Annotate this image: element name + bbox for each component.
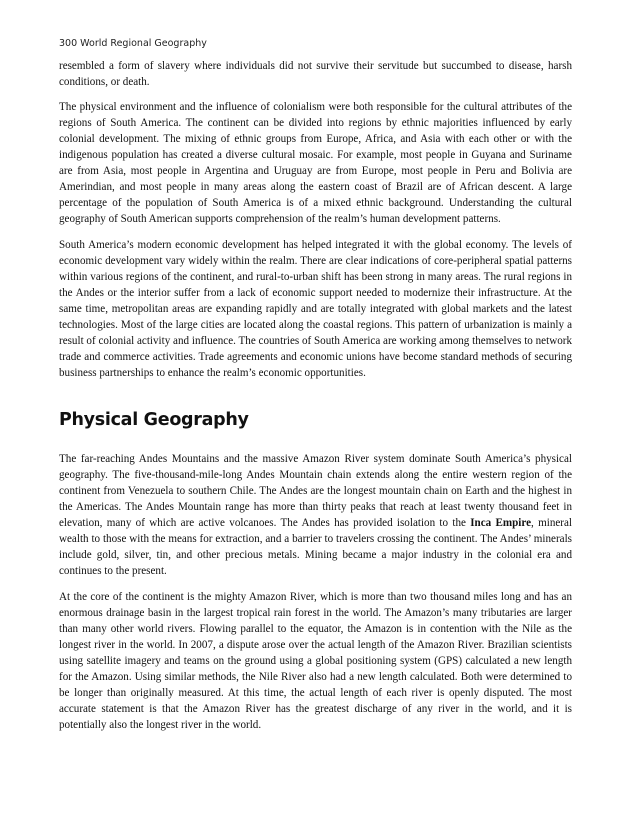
book-title: World Regional Geography [80,38,207,49]
running-header [59,38,207,49]
paragraph-amazon: At the core of the continent is the mighty Amazon River, which is more than two thousand miles long and has an enormous drainage basin in the largest tropical rain forest in the world. The Amazon’s many tributaries are larger than many other world rivers. Flowing parallel to the equator, the Amazon is in contention with the Nile as the longest river in the world. In 2007, a dispute arose over the actual length of the Amazon River. Brazilian scientists using satellite imagery and teams on the ground using a global positioning system (GPS) calculated a new length for the Amazon. Using similar methods, the Nile River also had a new length calculated. Both were determined to be longer than originally measured. At this time, the actual length of each river is openly disputed. The most accurate statement is that the Amazon River has the greatest discharge of any river in the world, and it is potentially also the longest river in the world. [59,591,572,732]
page-number: 300 [59,38,78,49]
paragraph-cultural-attributes: The physical environment and the influence of colonialism were both responsible for the cultural attributes of the regions of South America. The continent can be divided into regions by ethnic majorities influenced by early colonial development. The mixing of ethnic groups from Europe, Africa, and Asia with each other or with the indigenous population has created a diverse cultural mosaic. For example, most people in Guyana and Suriname are from Asia, most people in Argentina and Uruguay are from Europe, most people in Peru and Bolivia are Amerindian, and most people in many areas along the eastern coast of Brazil are of African descent. A large percentage of the population of South America is of a mixed ethnic background. Understanding the cultural geography of South American supports comprehension of the realm’s human development patterns. [59,101,572,226]
andes-text-before: The far-reaching Andes Mountains and the massive Amazon River system dominate South America’s physical geography. The five-thousand-mile-long Andes Mountain chain extends along the entire western region of the continent from Venezuela to southern Chile. The Andes are the longest mountain chain on Earth and the highest in the Americas. The Andes Mountain range has more than thirty peaks that reach at least twenty thousand feet in elevation, many of which are active volcanoes. The Andes has provided isolation to the [59,453,572,530]
paragraph-slavery-continuation: resembled a form of slavery where individuals did not survive their servitude but succumbed to disease, harsh conditions, or death. [59,60,572,89]
paragraph-andes [59,451,572,579]
section-heading: Physical Geography [59,410,249,430]
inca-empire-term: Inca Empire [470,517,532,530]
andes-text-after: , mineral wealth to those with the means for extraction, and a barrier to travelers crossing the continent. The Andes’ minerals include gold, silver, tin, and other precious metals. Mining became a major industry in the colonial era and continues to the present. [59,517,572,578]
paragraph-economic-development: South America’s modern economic development has helped integrated it with the global economy. The levels of economic development vary widely within the realm. There are clear indications of core-peripheral spatial patterns within various regions of the continent, and rural-to-urban shift has been strong in many areas. The rural regions in the Andes or the interior suffer from a lack of economic support needed to modernize their infrastructure. At the same time, metropolitan areas are expanding rapidly and are totally integrated with global markets and the latest technologies. Most of the large cities are located along the coastal regions. This pattern of urbanization is mainly a result of colonial activity and influence. The countries of South America are working among themselves to network trade and commerce activities. Trade agreements and economic unions have become standard methods of securing business partnerships to enhance the realm’s economic opportunities. [59,239,572,380]
